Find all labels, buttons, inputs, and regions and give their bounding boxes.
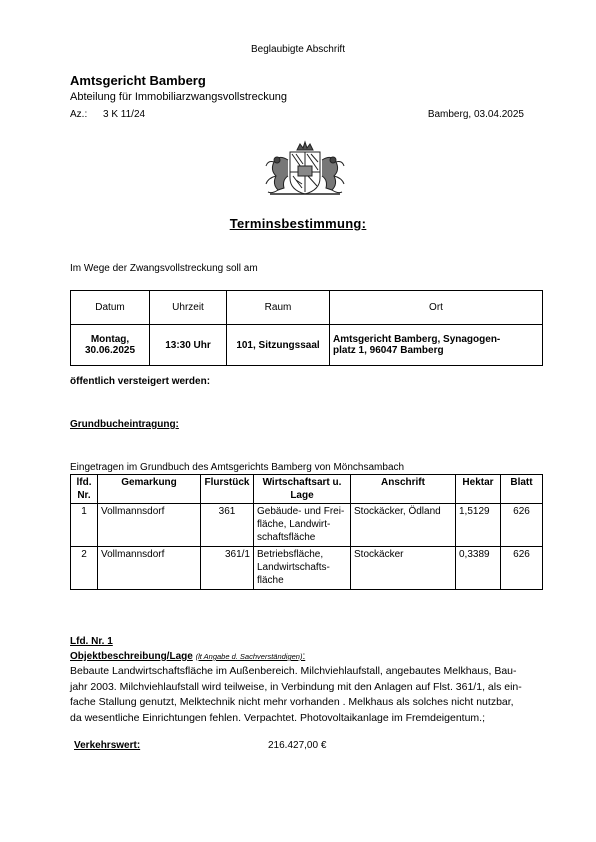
objekt-description [70,664,540,726]
verkehrswert-value: 216.427,00 € [268,740,327,751]
column-header: Raum [227,291,330,325]
location-line: Amtsgericht Bamberg, Synagogen- [333,334,501,345]
description-line: da wesentliche Einrichtungen fehlen. Verpachtet. Photovoltaikanlage im Fremdeigentum.; [70,711,485,724]
court-department: Abteilung für Immobiliarzwangsvollstreckung [70,91,288,103]
gemarkung-cell: Vollmannsdorf [98,547,201,590]
header-line: lfd. [76,477,92,488]
column-header: Blatt [501,475,543,504]
hektar-cell: 1,5129 [456,504,501,547]
lfd-cell: 2 [71,547,98,590]
location-line: platz 1, 96047 Bamberg [333,345,444,356]
table-row [71,504,543,547]
place-date: Bamberg, 03.04.2025 [427,109,524,120]
land-register-table [70,474,543,590]
anschrift-cell: Stockäcker, Ödland [351,504,456,547]
objekt-colon: : [302,651,306,662]
date-cell [71,325,150,366]
blatt-cell: 626 [501,504,543,547]
cell-line: Gebäude- und Frei- [257,506,345,517]
intro-text: Im Wege der Zwangsvollstreckung soll am [70,263,258,274]
column-header: Ort [330,291,543,325]
description-line: Bebaute Landwirtschaftsfläche im Außenbereich. Milchviehlaufstall, angebautes Melkhaus, Bau- [70,665,517,677]
table-header-row [71,475,543,504]
description-line: jahr 2003. Milchviehlaufstall wird teilweise, in Verbindung mit den Anlagen auf Flst. 361/1, als ein- [70,680,522,693]
copy-note: Beglaubigte Abschrift [251,44,345,55]
grundbuch-intro: Eingetragen im Grundbuch des Amtsgerichts Bamberg von Mönchsambach [70,462,405,473]
grundbuch-heading: Grundbucheintragung: [70,419,179,430]
date: 30.06.2025 [84,345,136,356]
cell-line: schaftsfläche [257,532,316,543]
column-header [71,475,98,504]
table-row [71,547,543,590]
gemarkung-cell: Vollmannsdorf [98,504,201,547]
column-header: Hektar [456,475,501,504]
header-line: Nr. [77,490,91,501]
cell-line: Landwirtschafts- [257,562,330,573]
objekt-heading: Objektbeschreibung/Lage [70,651,193,662]
column-header: Uhrzeit [150,291,227,325]
document-title: Terminsbestimmung: [229,216,367,231]
flurstueck-cell: 361/1 [201,547,254,590]
hektar-cell: 0,3389 [456,547,501,590]
auction-note: öffentlich versteigert werden: [70,376,211,387]
case-number: 3 K 11/24 [103,109,146,120]
cell-line: fläche [257,575,284,586]
anschrift-cell: Stockäcker [351,547,456,590]
table-row [71,325,543,366]
header-line: Wirtschaftsart u. [262,477,342,488]
wirtschaftsart-cell [254,547,351,590]
column-header [254,475,351,504]
weekday: Montag, [90,334,130,345]
column-header: Gemarkung [98,475,201,504]
time-cell: 13:30 Uhr [150,325,227,366]
objekt-heading-line [70,651,305,662]
location-cell [330,325,543,366]
column-header: Anschrift [351,475,456,504]
header-line: Lage [290,490,314,501]
table-header-row [71,291,543,325]
cell-line: Betriebsfläche, [257,549,324,560]
appointment-table [70,290,543,366]
wirtschaftsart-cell [254,504,351,547]
verkehrswert-label: Verkehrswert: [74,740,141,751]
flurstueck-cell: 361 [201,504,254,547]
lfd-heading: Lfd. Nr. 1 [70,636,113,647]
column-header: Flurstück [201,475,254,504]
blatt-cell: 626 [501,547,543,590]
objekt-note: (lt Angabe d. Sachverständigen) [195,652,303,661]
room-cell: 101, Sitzungssaal [227,325,330,366]
court-name: Amtsgericht Bamberg [70,73,206,88]
lfd-cell: 1 [71,504,98,547]
description-line: fache Stallung genutzt, Melktechnik nicht mehr vorhanden . Melkhaus als solches nicht nutzbar, [70,696,514,708]
cell-line: fläche, Landwirt- [257,519,331,530]
column-header: Datum [71,291,150,325]
bavarian-coat-of-arms-icon [260,140,350,198]
az-label: Az.: [70,109,88,120]
